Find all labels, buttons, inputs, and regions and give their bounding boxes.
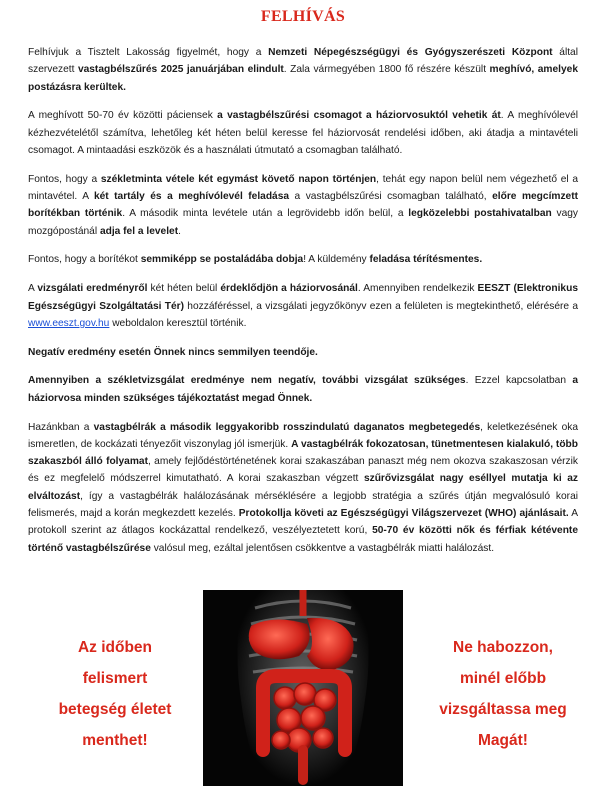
p1-bold-3: meghívó, amelyek postázásra kerültek.	[28, 64, 578, 93]
slogan-right-line: vizsgáltassa meg	[439, 701, 567, 718]
slogan-left-line: felismert	[82, 670, 148, 687]
slogan-right-line: minél előbb	[459, 670, 547, 687]
slogan-right-line: Magát!	[478, 732, 528, 749]
p7-bold-2: a háziorvosa minden szükséges tájékoztatást megad Önnek.	[28, 375, 578, 404]
slogan-right-line: Ne habozzon,	[453, 639, 553, 656]
p6-bold-1: Negatív eredmény esetén Önnek nincs semmilyen teendője.	[28, 346, 318, 358]
p5-text-3: . Amennyiben rendelkezik	[357, 283, 478, 295]
p8-bold-1: vastagbélrák a második leggyakoribb rosszindulatú daganatos megbetegedés	[93, 421, 481, 433]
p8-text-6: valósul meg, ezáltal jelentősen csökkentve a vastagbélrák miatti halálozást.	[150, 542, 495, 554]
p3-text-2: , tehát egy napon belül nem végezhető el a mintavétel. A	[28, 173, 579, 203]
p8-bold-5: 50-70 év közötti nők és férfiak kétévente történő vastagbélszűrése	[28, 525, 578, 554]
digestive-system-icon	[203, 590, 403, 786]
p5-bold-2: érdeklődjön a háziorvosánál	[220, 283, 358, 295]
slogan-left	[30, 632, 200, 756]
p3-text-1: Fontos, hogy a	[28, 173, 101, 185]
p8-text-4: , így a vastagbélrák halálozásának mérséklésére a legjobb stratégia a szűrés útján megvalósuló korai felismerés, majd a korán megkezdett kezelés.	[28, 490, 578, 520]
slogan-left-line: menthet!	[82, 732, 148, 749]
p3-bold-5: adja fel a levelet	[99, 225, 179, 237]
p2-text-1: A meghívott 50-70 év közötti páciensek	[28, 110, 218, 122]
paragraph-positive	[28, 372, 578, 407]
p8-text-5: A protokoll szerint az átlagos kockázattal rendelkező, veszélyeztetett korú,	[28, 508, 578, 537]
p3-bold-4: legközelebbi postahivatalban	[408, 208, 552, 220]
p1-text-2: által szervezett	[28, 47, 578, 76]
p5-text-5: weboldalon keresztül történik.	[109, 317, 247, 329]
body-text	[28, 44, 578, 568]
p3-bold-3: előre megcímzett borítékban történik	[28, 191, 579, 220]
p3-text-3: a vastagbélszűrési csomagban található,	[289, 191, 493, 203]
p3-bold-2: két tartály és a meghívólevél feladása	[93, 191, 290, 203]
p4-text-2: ! A küldemény	[303, 254, 370, 266]
p2-bold-1: a vastagbélszűrési csomagot a háziorvosuktól vehetik át	[217, 110, 501, 122]
eeszt-link[interactable]: www.eeszt.gov.hu	[28, 317, 110, 329]
p8-text-1: Hazánkban a	[28, 421, 94, 433]
p4-bold-2: feladása térítésmentes.	[369, 254, 483, 266]
slogan-left-line: betegség életet	[58, 701, 172, 718]
paragraph-results	[28, 280, 578, 332]
p8-text-3: , amely fejlődéstörténetének korai szakaszában panaszt még nem okozva szakaszosan vérzik és ez megfelelő módszerrel kimutatható. A korai szakaszban végzett	[28, 456, 578, 485]
p3-bold-1: székletminta vétele két egymást követő napon történjen	[100, 173, 377, 185]
p7-bold-1: Amennyiben a székletvizsgálat eredménye nem negatív, további vizsgálat szükséges	[28, 375, 466, 387]
p3-text-4: . A második minta levétele után a legrövidebb időn belül, a	[122, 208, 409, 220]
p2-text-2: . A meghívólevél kézhezvételétől számítva, lehetőleg két héten belül keresse fel háziorvosát rendelési időben, aki átadja a mintavételi csomagot. A mintaadási eszközök és a használati útmutató a csomagban található.	[28, 110, 578, 156]
p5-bold-1: vizsgálati eredményről	[37, 283, 148, 295]
p5-bold-3: EESZT (Elektronikus Egészségügyi Szolgáltatási Tér)	[28, 283, 578, 312]
paragraph-negative	[28, 344, 578, 361]
paragraph-mailing	[28, 251, 578, 268]
slogan-left-line: Az időben	[77, 639, 153, 656]
p4-text-1: Fontos, hogy a borítékot	[28, 254, 141, 266]
p4-bold-1: semmiképp se postaládába dobja	[140, 254, 304, 266]
p1-text-3: . Zala vármegyében 1800 fő részére készült	[283, 64, 490, 76]
p5-text-1: A	[28, 283, 38, 295]
digestive-system-illustration	[203, 590, 403, 786]
p7-text-1: . Ezzel kapcsolatban	[465, 375, 573, 387]
paragraph-package	[28, 107, 578, 159]
p1-bold-1: Nemzeti Népegészségügyi és Gyógyszerészeti Központ	[268, 47, 553, 58]
p1-bold-2: vastagbélszűrés 2025 januárjában elindult	[77, 64, 284, 76]
p3-text-6: .	[178, 225, 181, 237]
slogan-right	[418, 632, 588, 756]
p8-bold-4: Protokollja követi az Egészségügyi Világszervezet (WHO) ajánlásait.	[238, 508, 569, 520]
paragraph-background	[28, 419, 578, 557]
p5-text-2: két héten belül	[147, 283, 221, 295]
p3-text-5: vagy mozgópostánál	[28, 208, 579, 237]
paragraph-intro	[28, 44, 578, 96]
page-title: FELHÍVÁS	[260, 8, 346, 25]
p8-bold-3: szűrővizsgálat nagy eséllyel mutatja ki az elváltozást	[28, 473, 578, 502]
p8-text-2: , keletkezésének oka ismeretlen, de kockázati tényezőit viszonylag jól ismerjük.	[28, 421, 579, 450]
p1-text-1: Felhívjuk a Tisztelt Lakosság figyelmét, hogy a	[28, 47, 269, 58]
p5-text-4: hozzáféréssel, a vizsgálati jegyzőkönyv ezen a felületen is megtekinthető, elérésére a	[184, 300, 579, 312]
p8-bold-2: A vastagbélrák fokozatosan, tünetmentesen kialakuló, több szakaszból álló folyamat	[28, 438, 578, 468]
paragraph-sampling	[28, 171, 578, 240]
